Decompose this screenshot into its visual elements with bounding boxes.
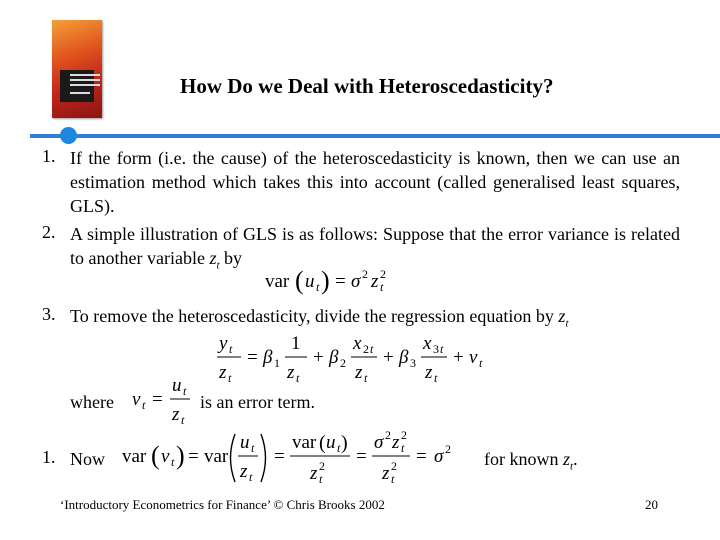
svg-text:t: t	[229, 342, 233, 356]
error-term-text: is an error term.	[200, 392, 315, 412]
svg-text:z: z	[310, 463, 318, 484]
svg-text:z: z	[219, 362, 227, 383]
svg-text:u: u	[326, 432, 336, 453]
svg-text:z: z	[382, 463, 390, 484]
svg-text:+: +	[383, 347, 394, 368]
svg-text:t: t	[251, 441, 255, 455]
svg-text:t: t	[181, 413, 185, 427]
svg-text:(: (	[151, 441, 160, 470]
svg-text:1: 1	[291, 333, 301, 354]
svg-text:t: t	[171, 455, 175, 469]
svg-text:2: 2	[391, 459, 397, 473]
svg-text:2: 2	[385, 428, 391, 442]
footer-citation: ‘Introductory Econometrics for Finance’ © Chris Brooks 2002	[60, 497, 385, 512]
svg-text:v: v	[132, 389, 141, 410]
divider-bullet-dot	[60, 127, 77, 144]
svg-text:t: t	[434, 371, 438, 385]
svg-text:t: t	[337, 441, 341, 455]
svg-text:t: t	[228, 371, 232, 385]
svg-text:z: z	[371, 271, 379, 292]
item-number: 2.	[42, 222, 56, 242]
svg-text:t: t	[296, 371, 300, 385]
item-number: 3.	[42, 304, 56, 324]
svg-text:t: t	[380, 280, 384, 294]
variance-equation	[265, 264, 405, 296]
svg-text:t: t	[316, 280, 320, 294]
svg-text:var: var	[292, 432, 317, 453]
svg-text:var: var	[265, 271, 290, 292]
svg-text:σ: σ	[351, 271, 361, 292]
svg-text:2: 2	[319, 459, 325, 473]
svg-text:=: =	[152, 389, 163, 410]
item-number: 1.	[42, 447, 56, 467]
svg-text:+: +	[313, 347, 324, 368]
svg-text:u: u	[240, 432, 250, 453]
svg-text:σ: σ	[374, 432, 384, 453]
svg-text:t: t	[440, 342, 444, 356]
svg-text:v: v	[469, 347, 478, 368]
svg-text:β: β	[329, 347, 339, 368]
svg-text:): )	[321, 266, 330, 295]
item-number: 1.	[42, 146, 56, 166]
item-text-body: A simple illustration of GLS is as follows: Suppose that the error variance is related to another variable $z_t$ by	[70, 224, 680, 272]
svg-text:z: z	[355, 362, 363, 383]
svg-text:t: t	[391, 472, 395, 486]
book-cover-image	[52, 20, 102, 118]
svg-text:z: z	[392, 432, 400, 453]
svg-text:): )	[176, 441, 185, 470]
svg-text:2: 2	[363, 342, 369, 356]
svg-text:+: +	[453, 347, 464, 368]
v-definition-equation	[130, 372, 195, 428]
svg-text:=: =	[274, 446, 285, 467]
slide-title: How Do we Deal with Heteroscedasticity?	[180, 74, 554, 98]
svg-text:3: 3	[410, 356, 416, 370]
svg-text:2: 2	[362, 267, 368, 281]
svg-text:x: x	[353, 333, 362, 354]
known-z-text: for known $z_t$.	[484, 449, 578, 473]
transformed-regression-equation	[215, 330, 500, 386]
svg-text:2: 2	[401, 428, 407, 442]
svg-text:z: z	[287, 362, 295, 383]
svg-text:): )	[341, 432, 348, 454]
item-text: If the form (i.e. the cause) of the heteroscedasticity is known, then we can use an estimation method which takes this into account (called generalised least squares, GLS).	[70, 148, 680, 216]
svg-text:β: β	[399, 347, 409, 368]
svg-text:t: t	[479, 356, 483, 370]
svg-text:=: =	[356, 446, 367, 467]
svg-text:β: β	[263, 347, 273, 368]
svg-text:t: t	[370, 342, 374, 356]
svg-text:z: z	[425, 362, 433, 383]
svg-text:z: z	[172, 404, 180, 425]
svg-text:z: z	[240, 461, 248, 482]
svg-text:v: v	[161, 446, 170, 467]
svg-text:2: 2	[380, 267, 386, 281]
where-label: where	[70, 392, 114, 412]
svg-text:2: 2	[445, 442, 451, 456]
svg-text:t: t	[249, 470, 253, 484]
svg-text:=: =	[188, 446, 199, 467]
svg-text:(: (	[319, 432, 326, 454]
svg-text:(: (	[295, 266, 304, 295]
svg-text:=: =	[335, 271, 346, 292]
svg-text:σ: σ	[434, 446, 444, 467]
svg-text:t: t	[401, 441, 405, 455]
svg-text:1: 1	[274, 356, 280, 370]
svg-text:t: t	[364, 371, 368, 385]
now-label: Now	[70, 449, 105, 469]
item-text: To remove the heteroscedasticity, divide the regression equation by $z_t$	[70, 306, 569, 330]
svg-text:t: t	[183, 384, 187, 398]
svg-text:=: =	[416, 446, 427, 467]
book-cover-strip	[60, 70, 94, 102]
svg-text:x: x	[423, 333, 432, 354]
svg-text:u: u	[172, 375, 182, 396]
svg-text:3: 3	[433, 342, 439, 356]
svg-text:2: 2	[340, 356, 346, 370]
page-number: 20	[645, 497, 658, 512]
svg-text:var: var	[122, 446, 147, 467]
svg-text:y: y	[219, 333, 228, 354]
svg-text:var: var	[204, 446, 229, 467]
svg-text:t: t	[142, 398, 146, 412]
svg-text:=: =	[247, 347, 258, 368]
svg-text:u: u	[305, 271, 315, 292]
variance-of-v-equation	[120, 426, 460, 486]
svg-text:t: t	[319, 472, 323, 486]
title-divider	[30, 134, 720, 138]
